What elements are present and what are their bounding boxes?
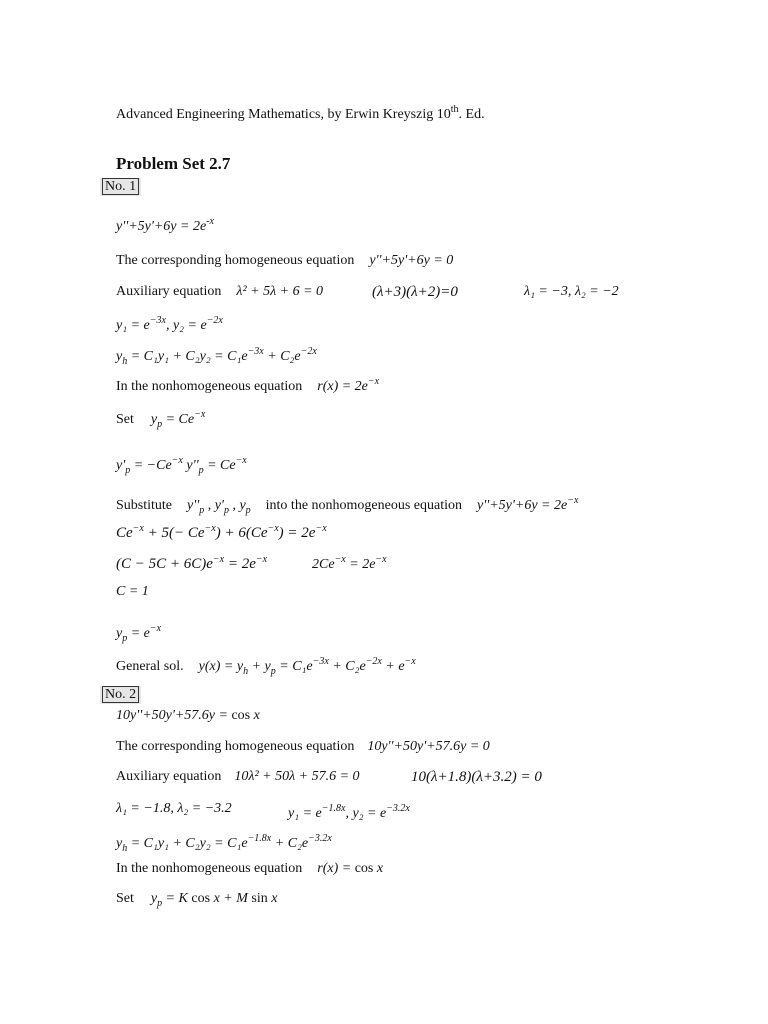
p1-substitute-line: Substitute $y''_p$ , $y'_p$ , $y_p$ into the nonhomogeneous equation $y''+5y'+6y = 2e^{-x}$: [116, 495, 579, 516]
p1-yh: $y_h = C_1y_1 + C_2y_2 = C_1e^{-3x} + C_2e^{-2x}$: [116, 346, 317, 367]
p1-general: $y(x) = y_h + y_p = C_1e^{-3x} + C_2e^{-2x} + e^{-x}$: [198, 656, 416, 677]
p2-aux-line: Auxiliary equation 10λ² + 50λ + 57.6 = 0: [116, 769, 360, 784]
p2-set-line: Set $y_p = K$ cos x + M sin x: [116, 891, 278, 909]
p2-homogeneous-eq: 10y''+50y'+57.6y = 0: [367, 739, 490, 754]
p1-r: $r(x) = 2e^{-x}$: [317, 376, 380, 394]
p1-homogeneous-line: The corresponding homogeneous equation y''+5y'+6y = 0: [116, 253, 454, 268]
p1-yp-final: $y_p = e^{-x}$: [116, 623, 162, 644]
p1-nonhom-line: In the nonhomogeneous equation $r(x) = 2e^{-x}$: [116, 376, 380, 394]
problem-2-label: No. 2: [100, 686, 141, 704]
p1-sub-line2a: $(C - 5C + 6C)e^{-x} = 2e^{-x}$: [116, 554, 268, 572]
p1-yp-guess: $y_p = Ce^{-x}$: [150, 409, 206, 430]
document-header: [116, 101, 485, 124]
p1-set-line: Set $y_p = Ce^{-x}$: [116, 409, 206, 430]
header-tail: . Ed.: [458, 107, 485, 122]
p2-roots: λ₁ = −1.8, λ₂ = −3.2: [116, 801, 232, 816]
p1-c-value: C = 1: [116, 584, 149, 599]
header-sup: th: [450, 104, 459, 115]
p2-aux-factored: 10(λ+1.8)(λ+3.2) = 0: [411, 769, 542, 785]
p2-basis: $y_1 = e^{-1.8x}$, $y_2 = e^{-3.2x}$: [288, 803, 410, 821]
p2-aux-eq: 10λ² + 50λ + 57.6 = 0: [234, 769, 360, 784]
p2-equation: 10y''+50y'+57.6y = cos x: [116, 708, 260, 723]
p2-r: r(x) = cos x: [317, 861, 384, 876]
p1-aux-line: Auxiliary equation λ² + 5λ + 6 = 0: [116, 284, 324, 299]
p2-homogeneous-line: The corresponding homogeneous equation 10y''+50y'+57.6y = 0: [116, 739, 490, 754]
problem-set-title: Problem Set 2.7: [116, 154, 231, 173]
p1-general-line: General sol. $y(x) = y_h + y_p = C_1e^{-3x} + C_2e^{-2x} + e^{-x}$: [116, 656, 416, 677]
problem-1-label: No. 1: [100, 178, 141, 196]
p1-aux-factored: (λ+3)(λ+2)=0: [372, 284, 458, 300]
p1-roots: λ₁ = −3, λ₂ = −2: [524, 284, 619, 299]
p1-basis: $y_1 = e^{-3x}$, $y_2 = e^{-2x}$: [116, 315, 223, 333]
p1-sub-line2b: $2Ce^{-x} = 2e^{-x}$: [312, 554, 387, 572]
p1-equation: $y''+5y'+6y = 2e^{-x}$: [116, 216, 214, 234]
p1-homogeneous-eq: y''+5y'+6y = 0: [369, 253, 454, 268]
p1-aux-eq: λ² + 5λ + 6 = 0: [236, 284, 324, 299]
p1-sub-line1: $Ce^{-x} + 5(- Ce^{-x}) + 6(Ce^{-x}) = 2e^{-x}$: [116, 523, 327, 541]
p2-yh: $y_h = C_1y_1 + C_2y_2 = C_1e^{-1.8x} + C_2e^{-3.2x}$: [116, 833, 332, 854]
p1-derivs: $y'_p = -Ce^{-x}$ $y''_p = Ce^{-x}$: [116, 455, 247, 476]
p2-nonhom-line: In the nonhomogeneous equation r(x) = cos x: [116, 861, 384, 876]
header-text: Advanced Engineering Mathematics, by Erwin Kreyszig 10: [116, 107, 451, 122]
p2-yp-guess: $y_p = K$ cos x + M sin x: [150, 891, 278, 909]
